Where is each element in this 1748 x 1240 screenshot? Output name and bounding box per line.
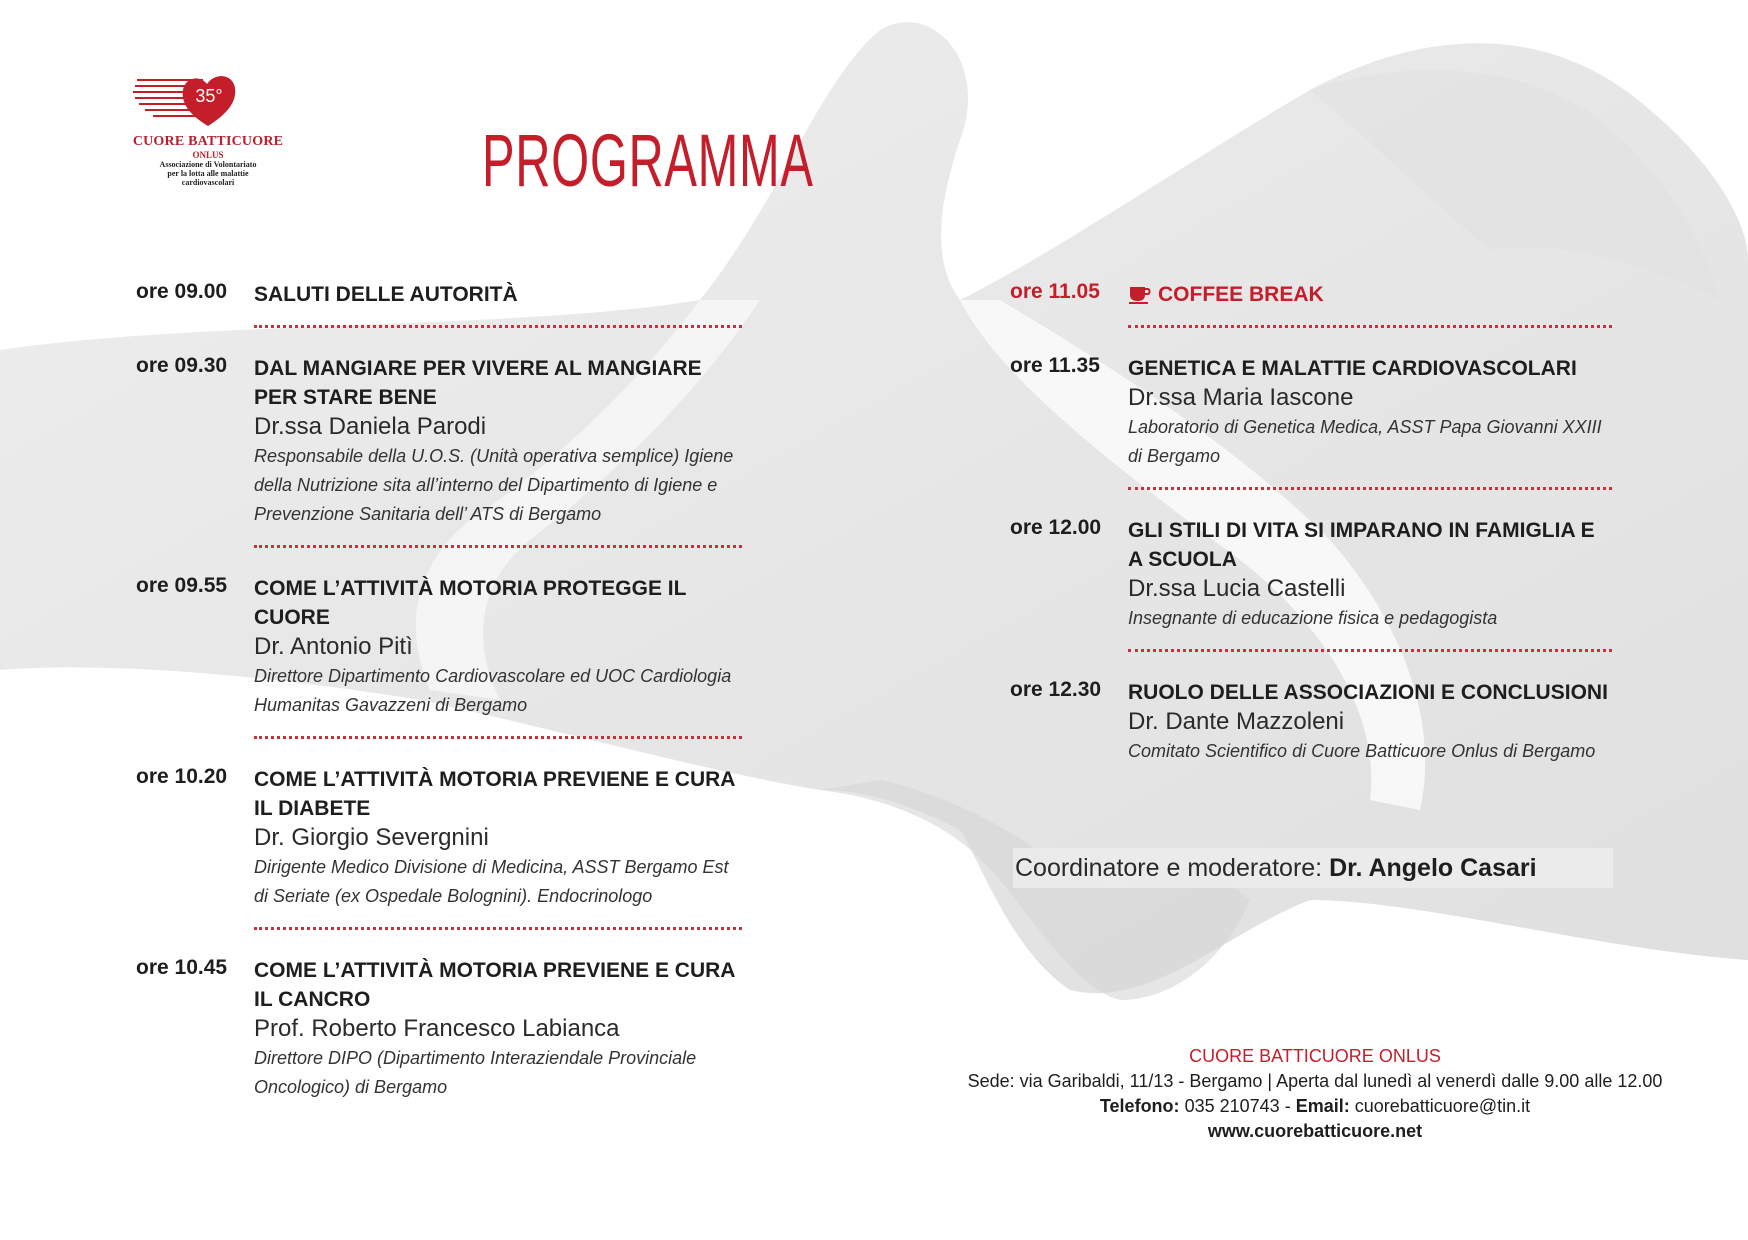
program-item-coffee-break <box>1010 280 1612 309</box>
item-time: ore 11.35 <box>1010 354 1100 377</box>
item-speaker: Dr.ssa Lucia Castelli <box>1128 575 1346 602</box>
logo-badge: 35° <box>195 86 223 106</box>
dotted-divider <box>1128 649 1612 652</box>
coordinator-label: Coordinatore e moderatore: <box>1015 854 1323 882</box>
email-label: Email: <box>1295 1096 1350 1116</box>
logo-subtitle-3: cardiovascolari <box>181 178 235 187</box>
coordinator-name: Dr. Angelo Casari <box>1329 854 1537 882</box>
item-talk: COME L’ATTIVITÀ MOTORIA PROTEGGE IL CUORE <box>254 577 687 629</box>
item-talk-row <box>1128 280 1612 309</box>
dotted-divider <box>254 325 742 328</box>
item-time: ore 12.00 <box>1010 516 1102 539</box>
footer-contacts <box>960 1094 1670 1119</box>
footer-org: CUORE BATTICUORE ONLUS <box>1189 1046 1441 1066</box>
email-value[interactable]: cuorebatticuore@tin.it <box>1354 1096 1531 1116</box>
logo-name: CUORE BATTICUORE <box>132 134 284 149</box>
program-item <box>136 280 742 309</box>
program-item <box>1010 678 1612 766</box>
logo <box>128 66 288 216</box>
program-item <box>136 354 742 529</box>
item-time: ore 10.45 <box>136 956 228 979</box>
item-speaker: Dr. Giorgio Severgnini <box>254 824 489 851</box>
program-item <box>136 574 742 720</box>
dotted-divider <box>254 545 742 548</box>
dotted-divider <box>254 927 742 930</box>
phone-value: 035 210743 <box>1184 1096 1280 1116</box>
website-link[interactable]: www.cuorebatticuore.net <box>1207 1121 1423 1141</box>
item-talk: GENETICA E MALATTIE CARDIOVASCOLARI <box>1128 357 1577 380</box>
item-talk: COFFEE BREAK <box>1158 283 1324 306</box>
item-time: ore 10.20 <box>136 765 228 788</box>
item-talk: COME L’ATTIVITÀ MOTORIA PREVIENE E CURA IL DIABETE <box>254 768 735 820</box>
item-talk: SALUTI DELLE AUTORITÀ <box>254 283 518 306</box>
dotted-divider <box>1128 487 1612 490</box>
program-item <box>136 765 742 911</box>
footer <box>960 1044 1670 1144</box>
item-speaker: Prof. Roberto Francesco Labianca <box>254 1015 620 1042</box>
item-role: Laboratorio di Genetica Medica, ASST Papa Giovanni XXIII di Bergamo <box>1128 417 1602 466</box>
page-title: PROGRAMMA <box>482 119 814 202</box>
contact-separator: - <box>1284 1096 1291 1116</box>
heart-logo-icon <box>133 66 283 132</box>
item-speaker: Dr.ssa Maria Iascone <box>1128 384 1354 411</box>
item-role: Dirigente Medico Divisione di Medicina, ASST Bergamo Est di Seriate (ex Ospedale Bolognini). Endocrinologo <box>254 857 729 906</box>
item-time: ore 09.00 <box>136 280 228 303</box>
item-talk: GLI STILI DI VITA SI IMPARANO IN FAMIGLIA E A SCUOLA <box>1128 519 1595 571</box>
program-item <box>1010 516 1612 633</box>
program-item <box>136 956 742 1102</box>
item-role: Direttore DIPO (Dipartimento Interaziendale Provinciale Oncologico) di Bergamo <box>254 1048 697 1097</box>
logo-subtitle-1: Associazione di Volontariato <box>159 160 257 169</box>
item-time: ore 09.55 <box>136 574 228 597</box>
dotted-divider <box>1128 325 1612 328</box>
item-speaker: Dr. Antonio Pitì <box>254 633 413 660</box>
item-role: Responsabile della U.O.S. (Unità operativa semplice) Igiene della Nutrizione sita all’interno del Dipartimento di Igiene e Prevenzione Sanitaria dell’ ATS di Bergamo <box>254 446 734 524</box>
program-item <box>1010 354 1612 471</box>
item-role: Insegnante di educazione fisica e pedagogista <box>1128 608 1498 628</box>
item-speaker: Dr. Dante Mazzoleni <box>1128 708 1345 735</box>
item-time: ore 11.05 <box>1010 280 1100 303</box>
item-speaker: Dr.ssa Daniela Parodi <box>254 413 487 440</box>
item-talk: COME L’ATTIVITÀ MOTORIA PREVIENE E CURA IL CANCRO <box>254 959 735 1011</box>
program-right-column <box>1010 280 1612 766</box>
item-time: ore 09.30 <box>136 354 228 377</box>
item-talk: DAL MANGIARE PER VIVERE AL MANGIARE PER STARE BENE <box>254 357 702 409</box>
program-left-column <box>136 280 742 1102</box>
item-role: Direttore Dipartimento Cardiovascolare ed UOC Cardiologia Humanitas Gavazzeni di Bergamo <box>254 666 732 715</box>
dotted-divider <box>254 736 742 739</box>
phone-label: Telefono: <box>1099 1096 1180 1116</box>
item-role: Comitato Scientifico di Cuore Batticuore Onlus di Bergamo <box>1128 741 1596 761</box>
item-talk: RUOLO DELLE ASSOCIAZIONI E CONCLUSIONI <box>1128 681 1608 704</box>
footer-address: Sede: via Garibaldi, 11/13 - Bergamo | Aperta dal lunedì al venerdì dalle 9.00 alle 12.00 <box>967 1071 1663 1091</box>
coffee-cup-icon <box>1128 284 1152 304</box>
logo-subtitle-2: per la lotta alle malattie <box>167 169 249 178</box>
logo-onlus: ONLUS <box>192 150 224 160</box>
item-time: ore 12.30 <box>1010 678 1102 701</box>
coordinator-box <box>1013 848 1613 888</box>
